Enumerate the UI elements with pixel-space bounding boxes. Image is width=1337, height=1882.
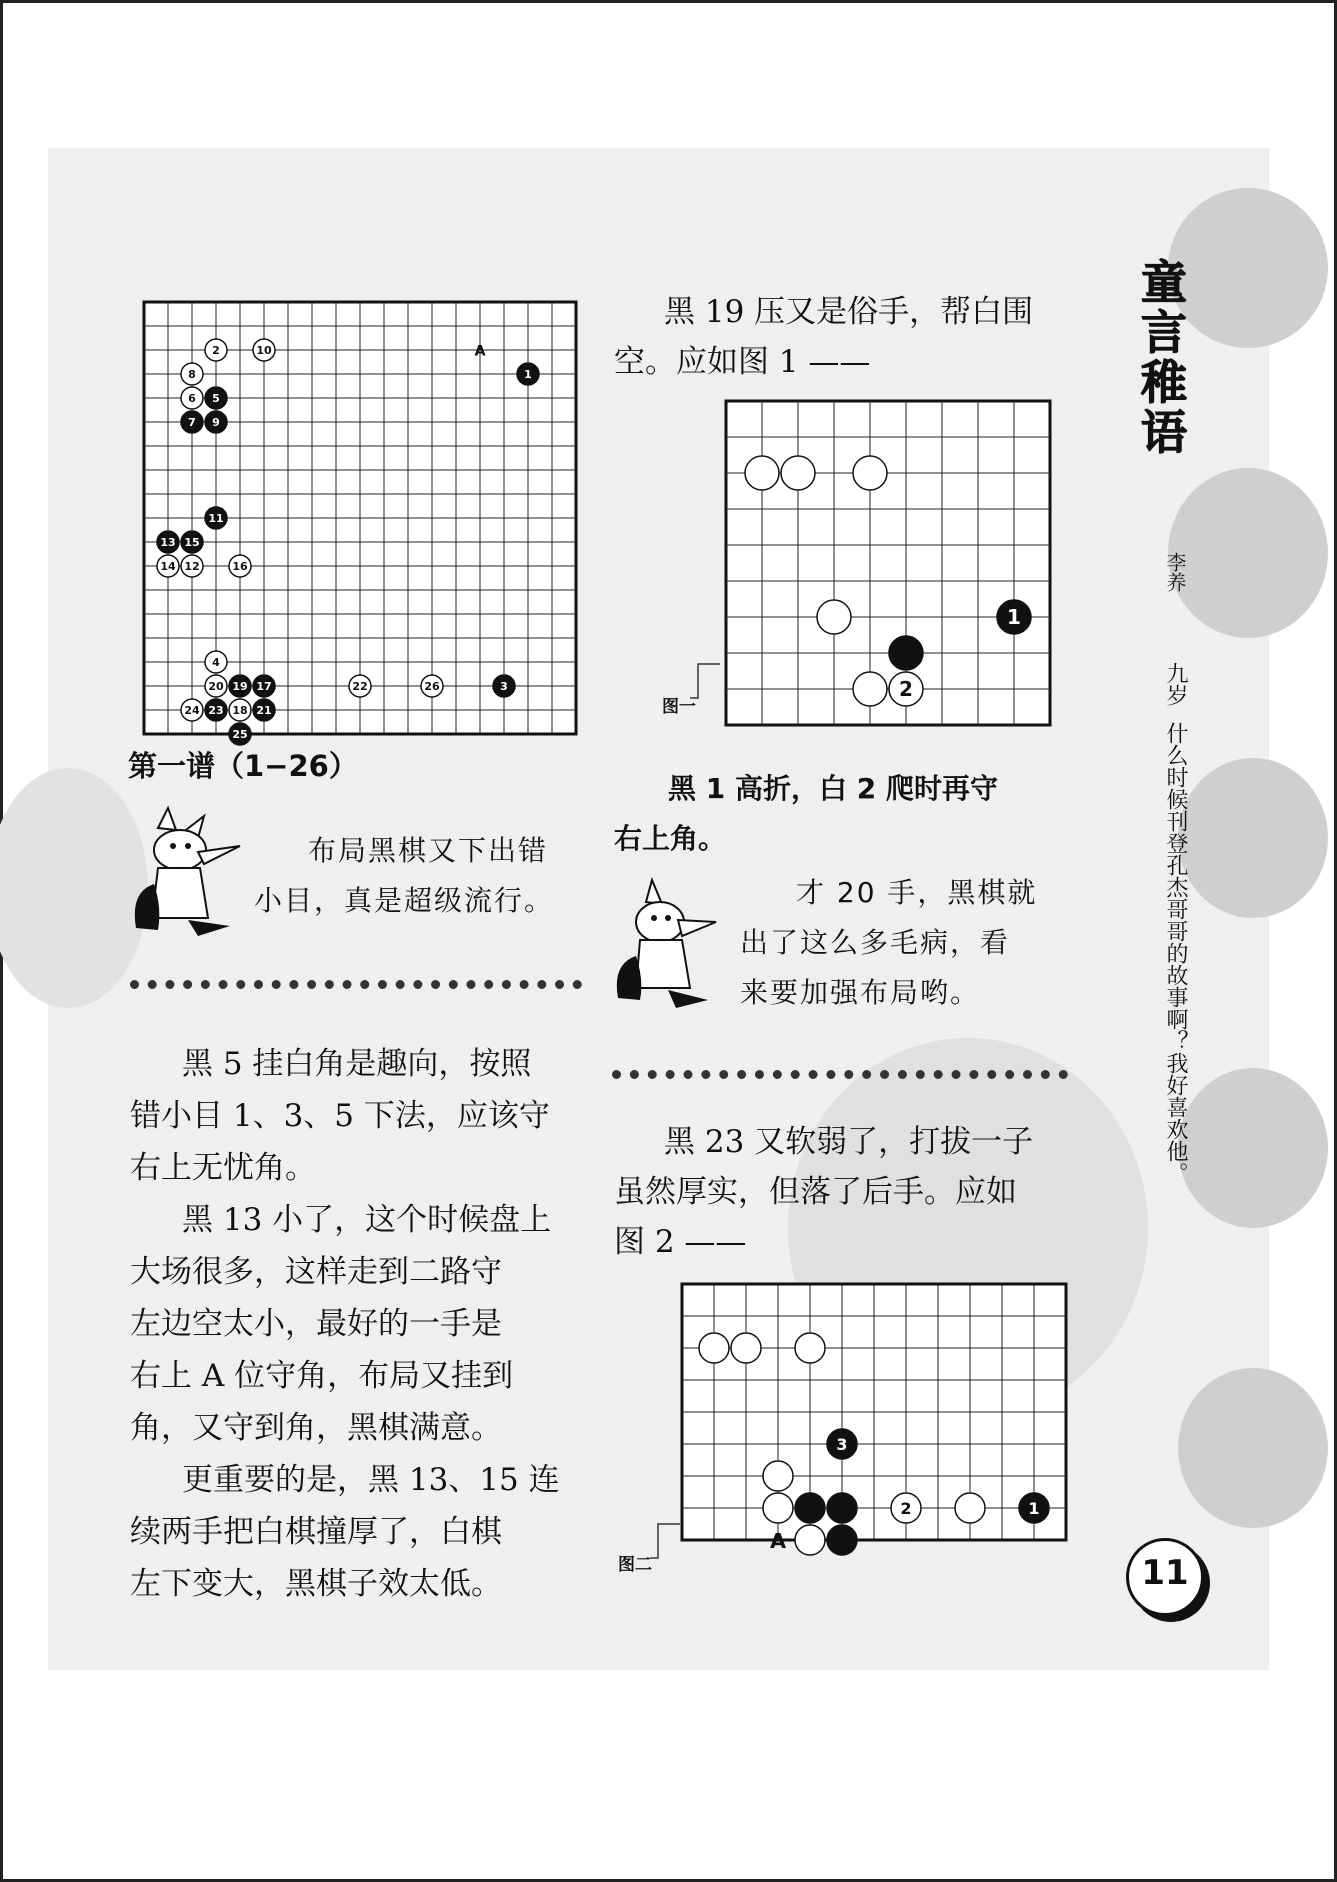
black-stone — [205, 699, 227, 721]
move-number: 22 — [352, 679, 368, 693]
sidebar-quote: 什么时候刊登孔杰哥哥的故事啊？我好喜欢他。 — [1163, 722, 1188, 1184]
right-bubble-line-3: 来要加强布局哟。 — [740, 976, 981, 1009]
right-bold-line-1: 黑 1 高折，白 2 爬时再守 — [668, 772, 998, 805]
white-stone — [229, 555, 251, 577]
move-number: 19 — [232, 679, 248, 693]
left-para-2-line-4: 右上 A 位守角，布局又挂到 — [130, 1358, 514, 1394]
left-bubble-line-2: 小目，真是超级流行。 — [254, 884, 555, 917]
black-stone — [889, 636, 923, 670]
move-number: 7 — [188, 415, 196, 429]
left-para-1-line-2: 错小目 1、3、5 下法，应该守 — [130, 1098, 550, 1134]
white-stone — [157, 555, 179, 577]
move-number: 1 — [1007, 605, 1021, 630]
board-border — [726, 401, 1050, 725]
move-number: 17 — [256, 679, 272, 693]
black-stone — [827, 1493, 857, 1523]
diagram-caption: 第一谱（1−26） — [128, 749, 358, 783]
move-number: 14 — [160, 559, 176, 573]
left-bubble-line-1: 布局黑棋又下出错 — [308, 834, 549, 867]
left-para-2-line-2: 大场很多，这样走到二路守 — [130, 1254, 502, 1290]
left-dotted-divider — [130, 980, 582, 989]
right-para-line-1: 黑 23 又软弱了，打拔一子 — [664, 1124, 1034, 1160]
right-bold-line-2: 右上角。 — [614, 822, 727, 855]
move-number: 23 — [208, 703, 224, 717]
move-number: 9 — [212, 415, 220, 429]
figure-1-label: 图一 — [662, 697, 696, 717]
move-number: 3 — [500, 679, 508, 693]
left-para-3-line-2: 续两手把白棋撞厚了，白棋 — [130, 1514, 502, 1550]
white-stone — [205, 339, 227, 361]
white-stone — [181, 699, 203, 721]
column-title: 童言稚语 — [1134, 258, 1188, 458]
white-stone — [745, 456, 779, 490]
black-stone — [1019, 1493, 1049, 1523]
white-stone — [955, 1493, 985, 1523]
left-para-1-line-3: 右上无忧角。 — [130, 1150, 316, 1186]
fox-mascot-illustration — [128, 808, 246, 938]
move-number: 2 — [900, 1498, 912, 1518]
white-stone — [853, 672, 887, 706]
page-number-badge — [1126, 1538, 1204, 1616]
decorative-circle — [1178, 1368, 1328, 1528]
white-stone — [795, 1525, 825, 1555]
black-stone — [827, 1525, 857, 1555]
black-stone — [205, 507, 227, 529]
move-number: 1 — [1028, 1498, 1040, 1518]
right-para-line-2: 虽然厚实，但落了后手。应如 — [614, 1174, 1017, 1210]
move-number: 12 — [184, 559, 200, 573]
go-board-figure-1 — [722, 397, 1052, 722]
decorative-circle — [1168, 468, 1328, 638]
white-stone — [699, 1333, 729, 1363]
right-bubble-line-2: 出了这么多毛病，看 — [740, 926, 1011, 959]
left-para-3-line-3: 左下变大，黑棋子效太低。 — [130, 1566, 502, 1602]
move-number: 21 — [256, 703, 272, 717]
move-number: 2 — [212, 343, 220, 357]
right-intro-line-2: 空。应如图 1 —— — [614, 344, 871, 380]
left-para-2-line-5: 角，又守到角，黑棋满意。 — [130, 1410, 502, 1446]
white-stone — [763, 1461, 793, 1491]
white-stone — [781, 456, 815, 490]
white-stone — [763, 1493, 793, 1523]
black-stone — [229, 675, 251, 697]
white-stone — [229, 699, 251, 721]
white-stone — [181, 363, 203, 385]
black-stone — [205, 387, 227, 409]
move-number: 13 — [160, 535, 176, 549]
decorative-circle — [1178, 758, 1328, 918]
black-stone — [997, 600, 1031, 634]
black-stone — [827, 1429, 857, 1459]
black-stone — [253, 699, 275, 721]
sidebar-author: 李养 — [1163, 552, 1187, 592]
move-number: 4 — [212, 655, 220, 669]
black-stone — [157, 531, 179, 553]
white-stone — [889, 672, 923, 706]
right-bubble-line-1: 才 20 手，黑棋就 — [796, 876, 1038, 909]
black-stone — [795, 1493, 825, 1523]
white-stone — [795, 1333, 825, 1363]
figure-1-leader-line — [688, 660, 722, 700]
move-number: 24 — [184, 703, 200, 717]
white-stone — [817, 600, 851, 634]
sidebar-age: 九岁 — [1163, 662, 1188, 706]
black-stone — [181, 411, 203, 433]
white-stone — [853, 456, 887, 490]
go-board-main — [140, 298, 574, 741]
black-stone — [253, 675, 275, 697]
move-number: 10 — [256, 343, 272, 357]
white-stone — [731, 1333, 761, 1363]
move-number: 8 — [188, 367, 196, 381]
decorative-circle — [0, 768, 148, 1008]
white-stone — [421, 675, 443, 697]
move-number: 2 — [899, 677, 913, 702]
white-stone — [891, 1493, 921, 1523]
move-number: 26 — [424, 679, 440, 693]
white-stone — [205, 675, 227, 697]
left-para-2-line-1: 黑 13 小了，这个时候盘上 — [182, 1202, 552, 1238]
white-stone — [349, 675, 371, 697]
white-stone — [181, 387, 203, 409]
move-number: 15 — [184, 535, 200, 549]
page-number: 11 — [1141, 1553, 1189, 1593]
figure-2-label: 图二 — [618, 1555, 652, 1575]
black-stone — [517, 363, 539, 385]
move-number: 5 — [212, 391, 220, 405]
move-number: 3 — [836, 1434, 848, 1454]
figure-2-leader-line — [648, 1520, 682, 1560]
fox-mascot-illustration-2 — [612, 880, 722, 1010]
point-mark: A — [769, 1529, 787, 1553]
right-dotted-divider — [612, 1070, 1068, 1079]
black-stone — [205, 411, 227, 433]
left-para-1-line-1: 黑 5 挂白角是趣向，按照 — [182, 1046, 532, 1082]
right-para-line-3: 图 2 —— — [614, 1224, 747, 1260]
move-number: 11 — [208, 511, 224, 525]
left-para-3-line-1: 更重要的是，黑 13、15 连 — [182, 1462, 560, 1498]
move-number: 20 — [208, 679, 224, 693]
black-stone — [229, 723, 251, 745]
move-number: 1 — [524, 367, 532, 381]
white-stone — [253, 339, 275, 361]
left-para-2-line-3: 左边空太小，最好的一手是 — [130, 1306, 502, 1342]
move-number: 16 — [232, 559, 248, 573]
white-stone — [205, 651, 227, 673]
move-number: 18 — [232, 703, 248, 717]
move-number: 6 — [188, 391, 196, 405]
black-stone — [181, 531, 203, 553]
move-number: 25 — [232, 727, 248, 741]
decorative-circle — [1178, 1068, 1328, 1228]
black-stone — [493, 675, 515, 697]
point-mark: A — [474, 343, 486, 360]
white-stone — [181, 555, 203, 577]
right-intro-line-1: 黑 19 压又是俗手，帮白围 — [664, 294, 1034, 330]
go-board-figure-2 — [678, 1280, 1066, 1565]
